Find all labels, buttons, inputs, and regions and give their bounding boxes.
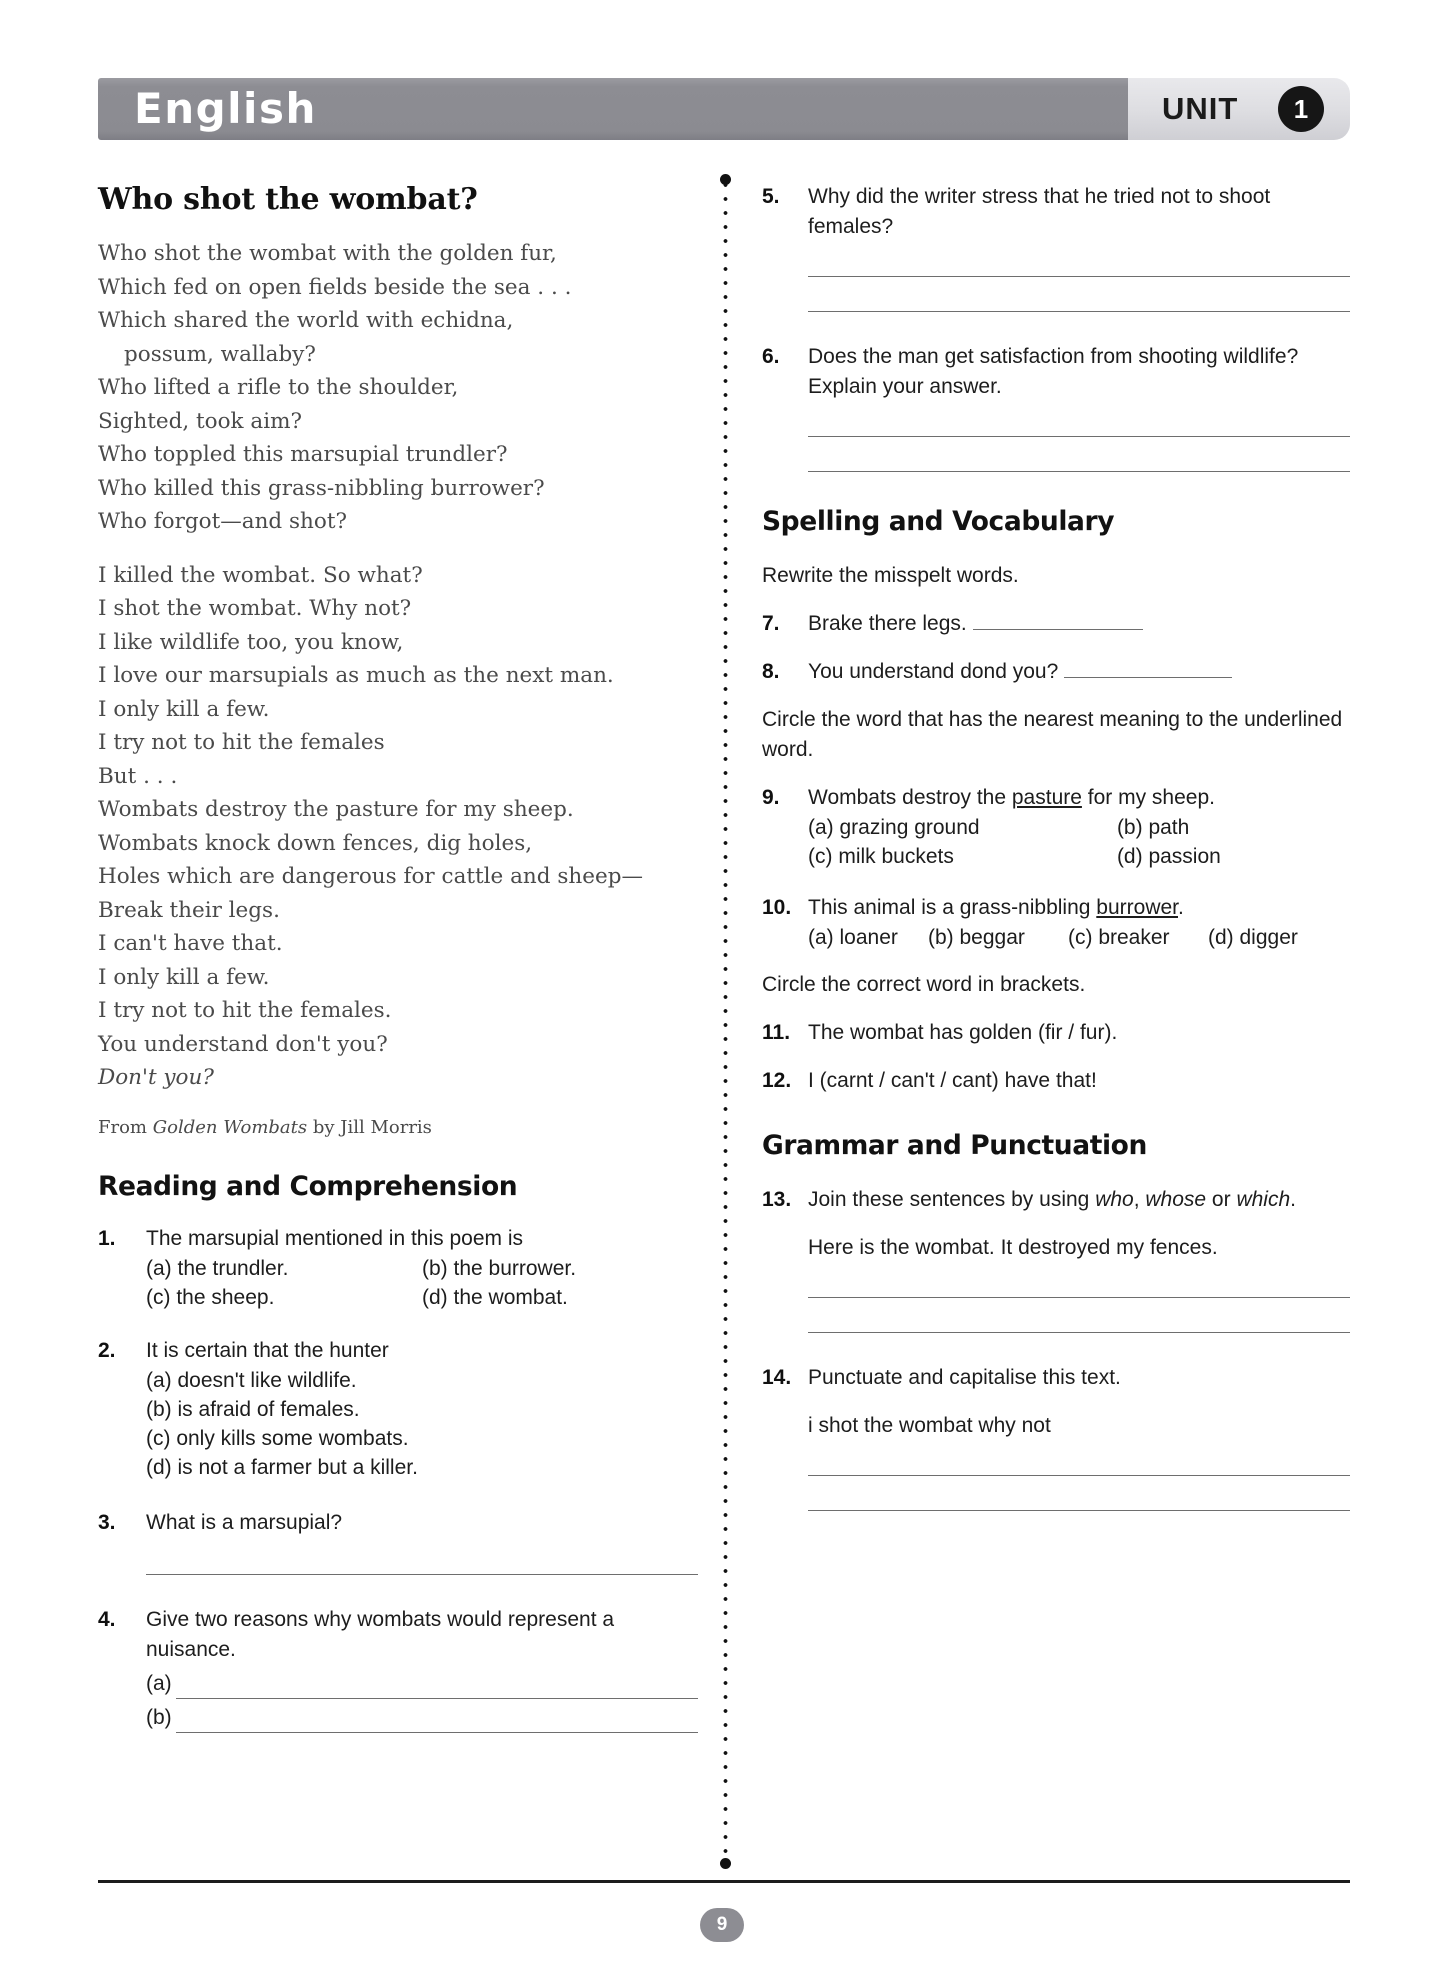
poem-line: Who forgot—and shot? (98, 509, 348, 534)
poem-line: Which shared the world with echidna, (98, 308, 514, 333)
question-text-after: for my sheep. (1081, 786, 1215, 809)
poem-line: I love our marsupials as much as the next man. (98, 663, 614, 688)
poem-line: Who killed this grass-nibbling burrower? (98, 475, 545, 501)
question-text: What is a marsupial? (146, 1510, 343, 1534)
footer-divider (98, 1880, 1350, 1883)
question-number: 8. (762, 660, 780, 683)
divider-dot-bottom (720, 1858, 731, 1869)
option-a[interactable]: (a) loaner (808, 926, 898, 949)
option-b[interactable]: (b) is afraid of females. (146, 1397, 360, 1421)
question-body (808, 1185, 1350, 1333)
question-number: 4. (98, 1607, 116, 1631)
question-12 (762, 1066, 1350, 1096)
question-3 (98, 1508, 698, 1575)
option-list (808, 813, 1350, 871)
question-number: 11. (762, 1021, 791, 1044)
question-text: Does the man get satisfaction from shooting wildlife? Explain your answer. (808, 345, 1299, 398)
question-text: Give two reasons why wombats would represent a nuisance. (146, 1607, 615, 1661)
question-number: 6. (762, 345, 780, 368)
question-number: 9. (762, 786, 780, 809)
answer-line[interactable] (808, 311, 1350, 312)
question-number: 2. (98, 1338, 116, 1362)
option-d[interactable]: (d) is not a farmer but a killer. (146, 1455, 418, 1479)
answer-line[interactable] (808, 1510, 1350, 1511)
section-heading-grammar: Grammar and Punctuation (762, 1130, 1147, 1161)
question-number: 13. (762, 1188, 792, 1211)
question-number: 10. (762, 896, 792, 919)
poem-line: You understand don't you? (98, 1031, 388, 1057)
question-number: 12. (762, 1069, 792, 1092)
option-a[interactable]: (a) grazing ground (808, 816, 980, 839)
answer-line[interactable] (808, 436, 1350, 437)
keyword-which: which (1236, 1188, 1291, 1211)
question-text-before: This animal is a grass-nibbling (808, 896, 1097, 919)
question-13 (762, 1185, 1350, 1333)
question-1 (98, 1224, 698, 1312)
poem-line: I shot the wombat. Why not? (98, 596, 412, 621)
question-body: I (carnt / can't / cant) have that! (808, 1069, 1097, 1092)
question-6 (762, 342, 1350, 472)
poem-line: But . . . (98, 763, 178, 789)
poem-stanza-2 (98, 559, 698, 1095)
question-prompt: Here is the wombat. It destroyed my fences. (808, 1236, 1218, 1259)
question-7 (762, 609, 1350, 639)
question-9 (762, 783, 1350, 871)
option-c[interactable]: (c) the sheep. (146, 1285, 275, 1309)
keyword-whose: whose (1145, 1188, 1207, 1211)
question-prompt: i shot the wombat why not (808, 1414, 1051, 1437)
option-list (146, 1254, 698, 1312)
question-text: Punctuate and capitalise this text. (808, 1366, 1121, 1389)
poem-line: Who toppled this marsupial trundler? (98, 442, 508, 467)
answer-label-b: (b) (146, 1705, 172, 1729)
question-number: 1. (98, 1226, 116, 1250)
question-11 (762, 1018, 1350, 1048)
credit-suffix: by Jill Morris (307, 1116, 432, 1138)
poem-stanza-1 (98, 237, 698, 539)
subject-banner (98, 78, 1218, 140)
page-number-badge: 9 (700, 1908, 744, 1942)
question-body (808, 182, 1350, 312)
answer-line[interactable] (808, 1332, 1350, 1333)
poem-line: Wombats destroy the pasture for my sheep. (98, 797, 574, 822)
poem-line: possum, wallaby? (124, 341, 316, 367)
question-text (808, 783, 1350, 813)
left-column (98, 182, 698, 1751)
right-column (762, 182, 1350, 1529)
question-body (808, 783, 1350, 871)
question-body (808, 609, 1350, 639)
question-14 (762, 1363, 1350, 1511)
poem-credit (98, 1115, 698, 1141)
instruction-circle-brackets: Circle the correct word in brackets. (762, 973, 1086, 996)
poem-line-italic: Don't you? (98, 1065, 214, 1090)
option-list (146, 1366, 698, 1482)
poem-line: Wombats knock down fences, dig holes, (98, 830, 533, 856)
page-header (98, 78, 1350, 140)
question-text: It is certain that the hunter (146, 1338, 389, 1362)
poem-line: I try not to hit the females (98, 730, 385, 755)
option-a[interactable]: (a) the trundler. (146, 1256, 289, 1280)
instruction-rewrite: Rewrite the misspelt words. (762, 564, 1019, 587)
answer-line[interactable] (176, 1678, 698, 1699)
question-body: The wombat has golden (fir / fur). (808, 1021, 1118, 1044)
instruction-circle-meaning: Circle the word that has the nearest meaning to the underlined word. (762, 708, 1343, 761)
question-text-before: Wombats destroy the (808, 786, 1012, 809)
option-list (808, 923, 1350, 952)
question-body (146, 1605, 698, 1733)
option-c[interactable]: (c) milk buckets (808, 845, 954, 868)
question-text-before: Join these sentences by using (808, 1188, 1096, 1211)
question-text-after: . (1178, 896, 1184, 919)
answer-label-a: (a) (146, 1671, 172, 1695)
question-body (146, 1508, 698, 1575)
poem-line: I like wildlife too, you know, (98, 629, 404, 655)
poem-line: I only kill a few. (98, 964, 270, 990)
poem-line: I try not to hit the females. (98, 998, 392, 1023)
column-divider (723, 178, 728, 1863)
answer-line[interactable] (808, 276, 1350, 277)
option-d[interactable]: (d) digger (1208, 926, 1298, 949)
question-number: 7. (762, 612, 780, 635)
question-number: 3. (98, 1510, 116, 1534)
underlined-word: burrower (1096, 896, 1178, 919)
answer-blank[interactable] (973, 612, 1143, 630)
option-c[interactable]: (c) breaker (1068, 926, 1170, 949)
answer-line-a (146, 1669, 698, 1699)
answer-line-b (146, 1703, 698, 1733)
poem-line: Who lifted a rifle to the shoulder, (98, 375, 459, 400)
answer-blank[interactable] (1064, 660, 1232, 678)
question-4 (98, 1605, 698, 1733)
credit-prefix: From (98, 1116, 153, 1138)
poem-line: Who shot the wombat with the golden fur, (98, 241, 557, 266)
question-2 (98, 1336, 698, 1482)
question-body (146, 1224, 698, 1312)
poem-line: I killed the wombat. So what? (98, 562, 423, 588)
separator: or (1206, 1188, 1237, 1211)
question-text (808, 1185, 1350, 1215)
question-text-after: . (1290, 1188, 1296, 1211)
question-5 (762, 182, 1350, 312)
question-text: The marsupial mentioned in this poem is (146, 1226, 524, 1250)
answer-line[interactable] (808, 1475, 1350, 1476)
poem-title: Who shot the wombat? (98, 182, 478, 217)
underlined-word: pasture (1011, 786, 1082, 809)
option-b[interactable]: (b) beggar (928, 926, 1025, 949)
answer-line[interactable] (808, 471, 1350, 472)
option-a[interactable]: (a) doesn't like wildlife. (146, 1368, 357, 1392)
keyword-who: who (1095, 1188, 1134, 1211)
question-body (808, 342, 1350, 472)
answer-line[interactable] (808, 1297, 1350, 1298)
question-text (808, 893, 1350, 923)
question-text: Brake there legs. (808, 612, 967, 635)
section-heading-spelling: Spelling and Vocabulary (762, 506, 1115, 537)
question-text: Why did the writer stress that he tried not to shoot females? (808, 185, 1271, 238)
poem-line: I only kill a few. (98, 696, 270, 722)
option-d[interactable]: (d) passion (1116, 845, 1221, 868)
unit-number-badge: 1 (1278, 86, 1324, 132)
separator: , (1133, 1188, 1146, 1211)
poem-line: Holes which are dangerous for cattle and sheep— (98, 864, 643, 889)
section-heading-reading: Reading and Comprehension (98, 1170, 518, 1202)
question-text: You understand dond you? (808, 660, 1059, 683)
subject-title: English (134, 84, 317, 133)
option-c[interactable]: (c) only kills some wombats. (146, 1426, 409, 1450)
credit-book-title: Golden Wombats (152, 1116, 308, 1138)
question-8 (762, 657, 1350, 687)
question-number: 5. (762, 185, 780, 208)
question-body (808, 893, 1350, 952)
question-number: 14. (762, 1366, 792, 1389)
question-body (808, 1363, 1350, 1511)
option-b[interactable]: (b) the burrower. (422, 1256, 577, 1280)
unit-tab (1128, 78, 1350, 140)
option-b[interactable]: (b) path (1116, 816, 1190, 839)
question-10 (762, 893, 1350, 952)
answer-line[interactable] (146, 1574, 698, 1575)
poem-line: Which fed on open fields beside the sea . . . (98, 274, 572, 300)
poem-line: Sighted, took aim? (98, 408, 303, 434)
unit-label: UNIT (1162, 91, 1239, 126)
question-body (808, 657, 1350, 687)
poem-line: Break their legs. (98, 897, 280, 923)
question-body (146, 1336, 698, 1482)
poem-line: I can't have that. (98, 931, 283, 956)
option-d[interactable]: (d) the wombat. (422, 1285, 568, 1309)
answer-line[interactable] (176, 1712, 698, 1733)
